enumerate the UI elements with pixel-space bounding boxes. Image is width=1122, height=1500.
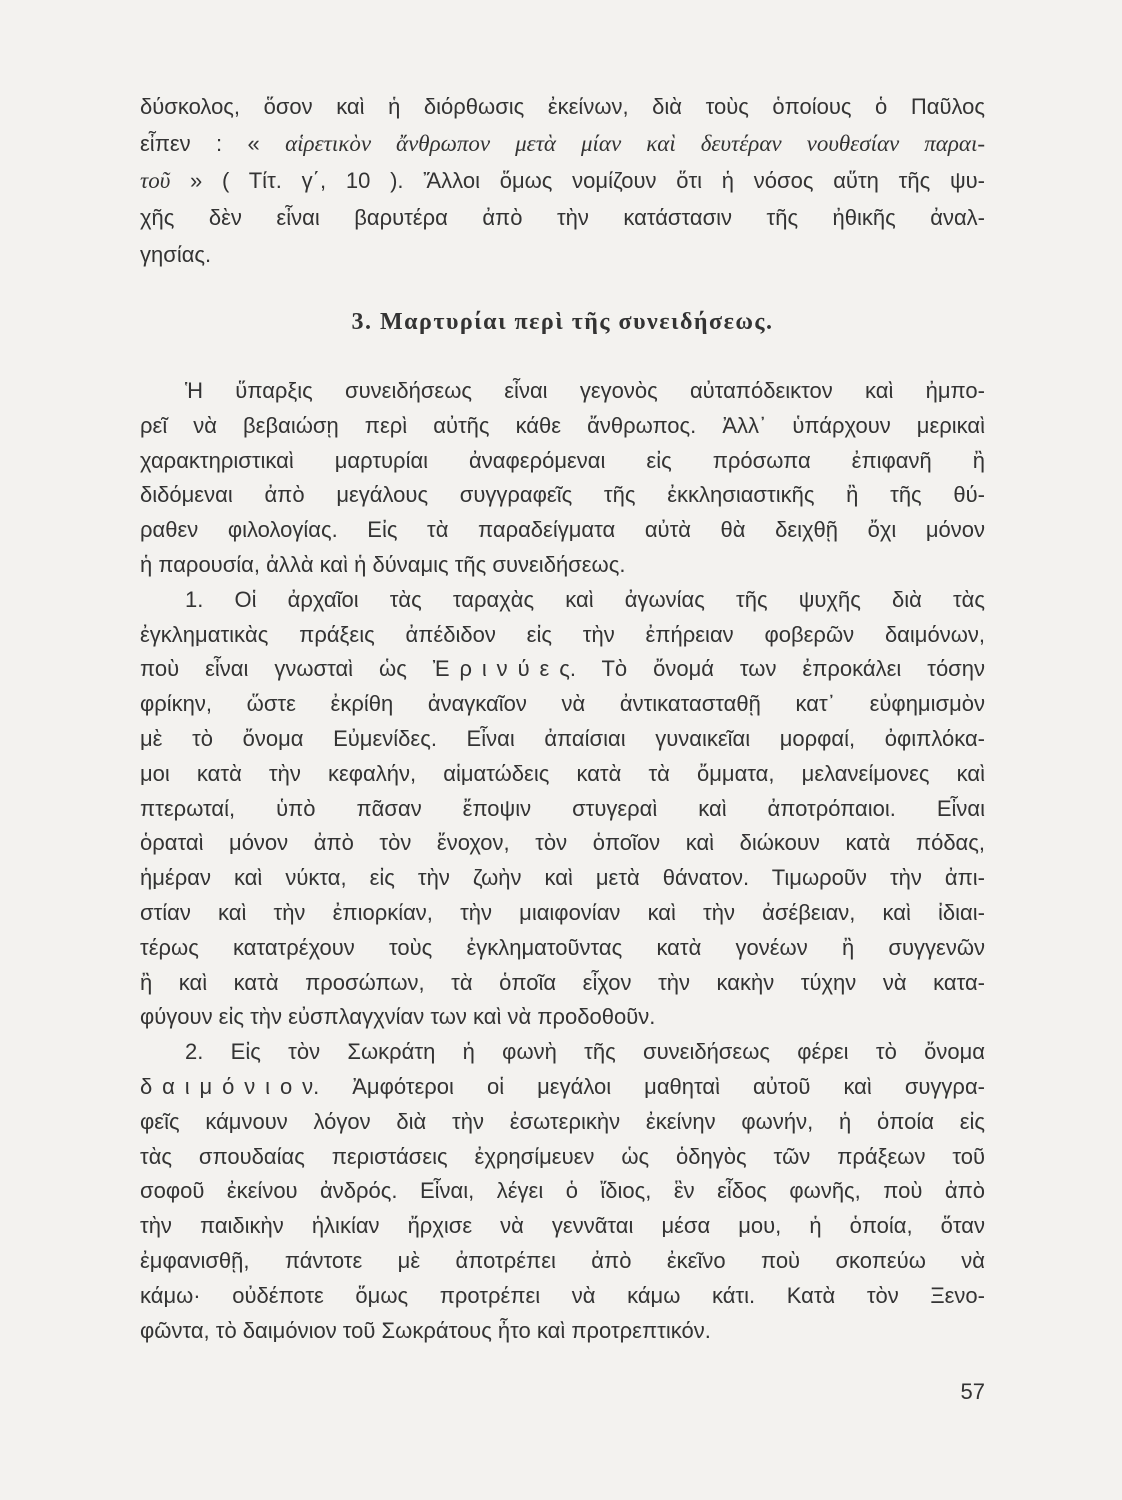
text-line: σοφοῦ ἐκείνου ἀνδρός. Εἶναι, λέγει ὁ ἴδιος, ἓν εἶδος φωνῆς, ποὺ ἀπὸ <box>140 1178 985 1204</box>
text-line: ρεῖ νὰ βεβαιώσῃ περὶ αὐτῆς κάθε ἄνθρωπος. Ἀλλ᾽ ὑπάρχουν μερικαὶ <box>140 412 985 438</box>
text-line: φῶντα, τὸ δαιμόνιον τοῦ Σωκράτους ἦτο καὶ προτρεπτικόν. <box>140 1317 711 1343</box>
text-line: τέρως κατατρέχουν τοὺς ἐγκληματοῦντας κατὰ γονέων ἢ συγγενῶν <box>140 934 985 960</box>
intro-paragraph-continuation <box>140 88 985 273</box>
text-line: τὴν παιδικὴν ἡλικίαν ἤρχισε νὰ γεννᾶται μέσα μου, ἡ ὁποία, ὅταν <box>140 1213 985 1239</box>
text-line: Ἡ ὕπαρξις συνειδήσεως εἶναι γεγονὸς αὐταπόδεικτον καὶ ἠμπο- <box>185 378 985 403</box>
text-line: ραθεν φιλολογίας. Εἰς τὰ παραδείγματα αὐτὰ θὰ δειχθῇ ὄχι μόνον <box>140 517 985 543</box>
text-line <box>140 1070 985 1105</box>
text-segment: . Ἀμφότεροι οἱ μεγάλοι μαθηταὶ αὐτοῦ καὶ συγγρα- <box>313 1073 985 1099</box>
text-line: τὰς σπουδαίας περιστάσεις ἐχρησίμευεν ὡς ὁδηγὸς τῶν πράξεων τοῦ <box>140 1143 985 1169</box>
text-line: χαρακτηριστικαὶ μαρτυρίαι ἀναφερόμεναι εἰς πρόσωπα ἐπιφανῆ ἢ <box>140 447 985 473</box>
text-line <box>140 652 985 687</box>
text-line: μὲ τὸ ὄνομα Εὐμενίδες. Εἶναι ἀπαίσιαι γυναικεῖαι μορφαί, ὀφιπλόκα- <box>140 725 985 751</box>
spaced-word: δαιμόνιον <box>140 1073 323 1099</box>
text-line: στίαν καὶ τὴν ἐπιορκίαν, τὴν μιαιφονίαν καὶ τὴν ἀσέβειαν, καὶ ἰδιαι- <box>140 899 985 925</box>
italic-quotation: αἱρετικὸν ἄνθρωπον μετὰ μίαν καὶ δευτέραν νουθεσίαν παραι- <box>285 131 985 156</box>
text-line: κάμω· οὐδέποτε ὅμως προτρέπει νὰ κάμω κάτι. Κατὰ τὸν Ξενο- <box>140 1282 985 1308</box>
text-line: γησίας. <box>140 242 212 267</box>
text-line: διδόμεναι ἀπὸ μεγάλους συγγραφεῖς τῆς ἐκκλησιαστικῆς ἢ τῆς θύ- <box>140 482 985 508</box>
spaced-word: Ἐρινύες <box>432 656 580 682</box>
text-line: χῆς δὲν εἶναι βαρυτέρα ἀπὸ τὴν κατάστασιν τῆς ἠθικῆς ἀναλ- <box>140 205 985 230</box>
text-line: 1. Οἱ ἀρχαῖοι τὰς ταραχὰς καὶ ἀγωνίας τῆς ψυχῆς διὰ τὰς <box>185 586 985 612</box>
text-line: ἡμέραν καὶ νύκτα, εἰς τὴν ζωὴν καὶ μετὰ θάνατον. Τιμωροῦν τὴν ἀπι- <box>140 865 985 891</box>
italic-quotation: τοῦ <box>140 168 171 193</box>
text-line: ἡ παρουσία, ἀλλὰ καὶ ἡ δύναμις τῆς συνειδήσεως. <box>140 551 626 577</box>
text-line: πτερωταί, ὑπὸ πᾶσαν ἔποψιν στυγεραὶ καὶ ἀποτρόπαιοι. Εἶναι <box>140 795 985 821</box>
opening-paragraph <box>140 374 985 583</box>
section-body <box>140 374 985 1348</box>
text-line <box>140 125 985 162</box>
text-line: ἐγκληματικὰς πράξεις ἀπέδιδον εἰς τὴν ἐπήρειαν φοβερῶν δαιμόνων, <box>140 621 985 647</box>
text-line: μοι κατὰ τὴν κεφαλήν, αἱματώδεις κατὰ τὰ ὄμματα, μελανείμονες καὶ <box>140 760 985 786</box>
text-line: φύγουν εἰς τὴν εὐσπλαγχνίαν των καὶ νὰ προδοθοῦν. <box>140 1004 656 1030</box>
text-segment: ποὺ εἶναι γνωσταὶ ὡς <box>140 656 433 682</box>
page-number: 57 <box>960 1379 985 1404</box>
numbered-paragraph-1 <box>140 583 985 1035</box>
text-line: 2. Εἰς τὸν Σωκράτη ἡ φωνὴ τῆς συνειδήσεως φέρει τὸ ὄνομα <box>185 1039 985 1065</box>
text-segment: . Τὸ ὄνομά των ἐπροκάλει τόσην <box>569 656 985 682</box>
text-line: ἢ καὶ κατὰ προσώπων, τὰ ὁποῖα εἶχον τὴν κακὴν τύχην νὰ κατα- <box>140 969 985 995</box>
text-segment: » ( Τίτ. γ΄, 10 ). Ἄλλοι ὅμως νομίζουν ὅτι ἡ νόσος αὕτη τῆς ψυ- <box>170 168 985 193</box>
text-line: φεῖς κάμνουν λόγον διὰ τὴν ἐσωτερικὴν ἐκείνην φωνήν, ἡ ὁποία εἰς <box>140 1108 985 1134</box>
text-line: δύσκολος, ὅσον καὶ ἡ διόρθωσις ἐκείνων, διὰ τοὺς ὁποίους ὁ Παῦλος <box>140 94 985 119</box>
section-heading: 3. Μαρτυρίαι περὶ τῆς συνειδήσεως. <box>351 309 774 335</box>
text-line: ἐμφανισθῇ, πάντοτε μὲ ἀποτρέπει ἀπὸ ἐκεῖνο ποὺ σκοπεύω νὰ <box>140 1247 985 1273</box>
text-segment: εἶπεν : « <box>140 131 286 156</box>
text-line <box>140 162 985 199</box>
text-line: ὁραταὶ μόνον ἀπὸ τὸν ἔνοχον, τὸν ὁποῖον καὶ διώκουν κατὰ πόδας, <box>140 830 985 856</box>
numbered-paragraph-2 <box>140 1035 985 1348</box>
text-line: φρίκην, ὥστε ἐκρίθη ἀναγκαῖον νὰ ἀντικατασταθῇ κατ᾽ εὐφημισμὸν <box>140 691 985 717</box>
